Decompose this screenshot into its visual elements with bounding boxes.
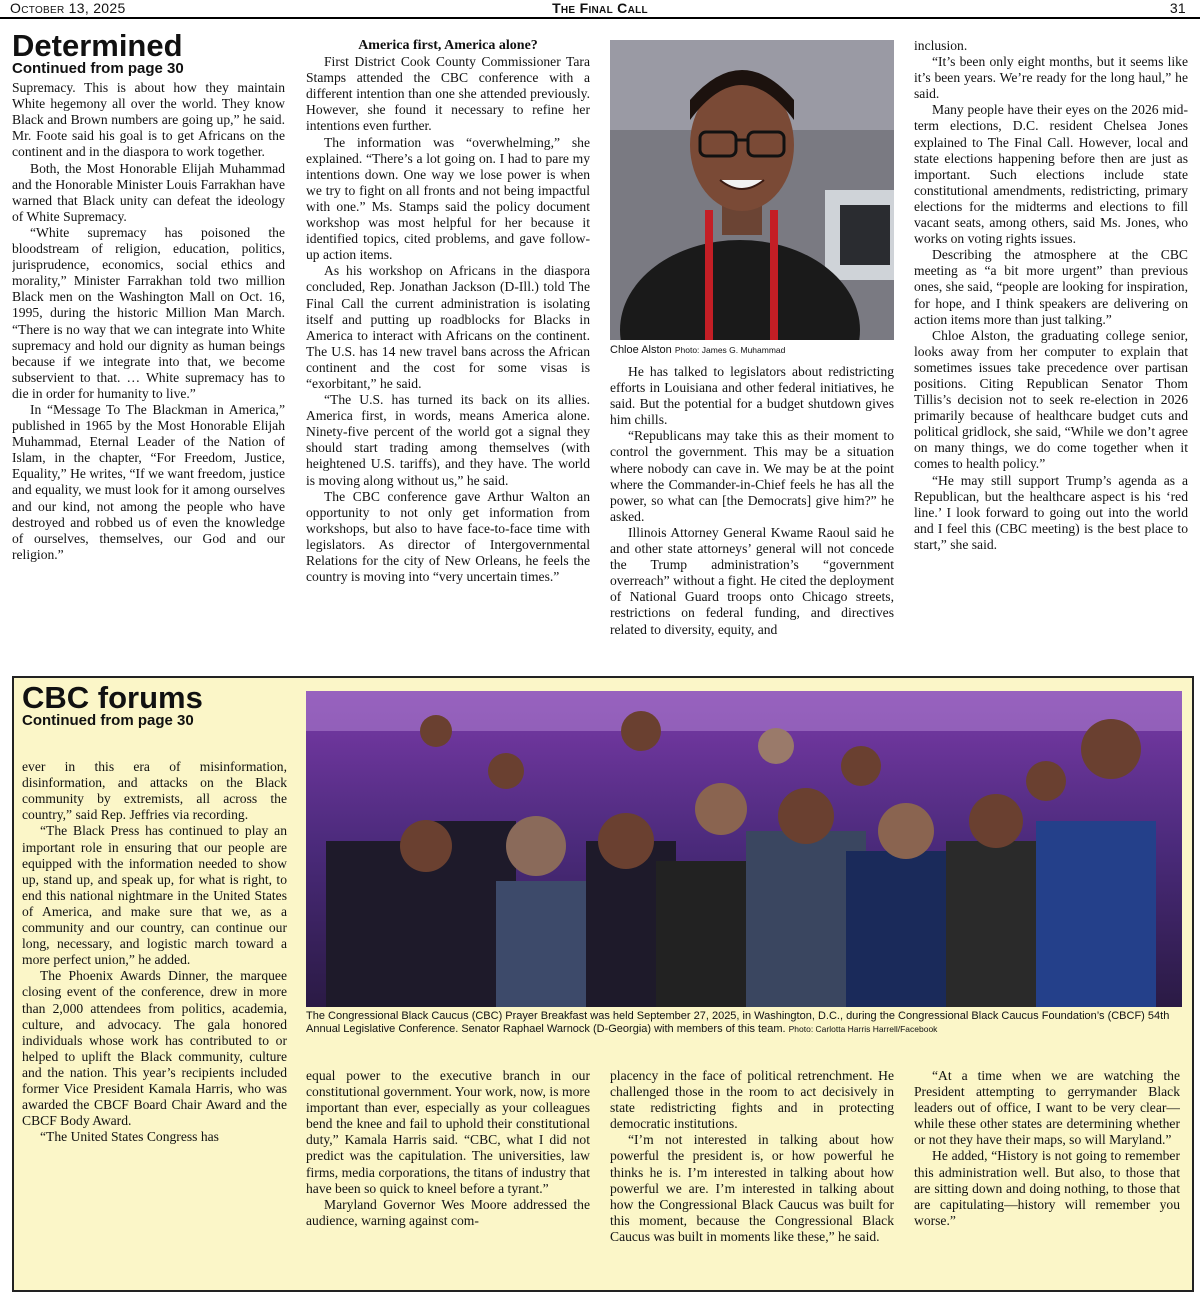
chloe-photo-caption [610, 344, 894, 357]
paragraph: “The U.S. has turned its back on its allies. America first, in words, means America alone. Ninety-five percent of the world got a signal they should start trading among themselves (with heightened U.S. tariffs), and they have. The world is moving along without us,” he said. [306, 392, 590, 488]
paragraph: As his workshop on Africans in the diaspora concluded, Rep. Jonathan Jackson (D-Ill.) told The Final Call the current administration is isolating itself and putting up roadblocks for Blacks in America to interact with Africans on the continent. The U.S. has 14 new travel bans across the African continent and the cost for some visas is “exorbitant,” he said. [306, 263, 590, 391]
cbc-continued: Continued from page 30 [22, 712, 194, 729]
cbc-column-2 [306, 1068, 590, 1286]
determined-column-2 [306, 38, 590, 674]
determined-column-3 [610, 364, 894, 674]
group-photo-caption [306, 1010, 1182, 1036]
issue-date: October 13, 2025 [10, 0, 126, 16]
cbc-headline: CBC forums [22, 682, 203, 715]
paragraph: In “Message To The Blackman in America,” published in 1965 by the Most Honorable Elijah Muhammad, Eternal Leader of the Nation of Islam, in the chapter, “For Freedom, Justice, Equality,” He writes, “If we want freedom, justice and equality, we must look for it among ourselves and our kind, not among the people who have destroyed and robbed us of even the knowledge of ourselves, themselves, our God and our religion.” [12, 401, 285, 562]
paragraph: “The United States Congress has [40, 1129, 219, 1145]
portrait-image [610, 40, 894, 340]
paragraph: ever in this era of misinformation, disinformation, and attacks on the Black community by extremists, all across the country,” said Rep. Jeffries via recording. [22, 759, 287, 823]
photo-credit: Photo: Carlotta Harris Harrell/Facebook [788, 1024, 938, 1034]
paragraph: Both, the Most Honorable Elijah Muhammad and the Honorable Minister Louis Farrakhan have warned that Black unity can defeat the ideology of White Supremacy. [12, 160, 285, 224]
page-header [0, 0, 1200, 19]
paragraph: placency in the face of political retrenchment. He challenged those in the room to act decisively in state redistricting fights and in protecting democratic institutions. [610, 1068, 894, 1132]
paragraph: inclusion. [914, 38, 968, 53]
paragraph: Illinois Attorney General Kwame Raoul said he and other state attorneys’ general will not concede the Trump administration’s “government overreach” without a fight. He cited the deployment of National Guard troops onto Chicago streets, restrictions on federal funding, and directives related to diversity, equity, and [610, 524, 894, 637]
paragraph: Chloe Alston, the graduating college senior, looks away from her computer to explain that sometimes issues take precedence over partisan positions. Citing Republican Senator Thom Tillis’s decision not to seek re-election in 2026 primarily because of healthcare budget cuts and political gridlock, she said, “While we don’t agree on many things, we do come together when it comes to health policy.” [914, 327, 1188, 472]
determined-headline: Determined [12, 30, 183, 63]
cbc-column-1 [22, 682, 287, 1282]
chloe-alston-photo [610, 40, 894, 340]
paragraph: Describing the atmosphere at the CBC meeting as “a bit more urgent” than previous ones, she said, “people are looking for inspiration, for hope, and I think speakers are delivering on action items more than just talking.” [914, 247, 1188, 327]
determined-column-4 [914, 38, 1188, 674]
paragraph: “It’s been only eight months, but it seems like it’s been years. We’re ready for the long haul,” he said. [914, 54, 1188, 102]
determined-column-1 [12, 30, 285, 674]
paragraph: He has talked to legislators about redistricting efforts in Louisiana and other federal initiatives, he said. But the potential for a budget shutdown gives him chills. [610, 364, 894, 428]
caption-text: The Congressional Black Caucus (CBC) Prayer Breakfast was held September 27, 2025, in Washington, D.C., during the Congressional Black Caucus Foundation’s (CBCF) 54th Annual Legislative Conference. Senator Raphael Warnock (D-Georgia) with members of this team. [306, 1010, 1170, 1035]
paragraph: “I’m not interested in talking about how powerful the president is, or how powerful he thinks he is. I’m interested in talking about how powerful we are. I’m interested in talking about how the Congressional Black Caucus was built for this moment, because the Congressional Black Caucus was built in moments like these,” he said. [610, 1132, 894, 1244]
caption-text: Chloe Alston [610, 344, 672, 356]
paragraph: He added, “History is not going to remember this administration well. But also, to those that are sitting down and doing nothing, to those that are capitulating—history will remember you worse.” [914, 1148, 1180, 1228]
paragraph: “White supremacy has poisoned the bloodstream of religion, education, politics, jurisprudence, economics, social ethics and morality,” Minister Farrakhan told two million Black men on the Washington Mall on Oct. 16, 1995, during the historic Million Man March. “There is no way that we can integrate into White supremacy and hold our dignity as human beings because if we integrate into that, we become subservient to that. … White supremacy has to die in order for humanity to live.” [12, 224, 285, 401]
paragraph: First District Cook County Commissioner Tara Stamps attended the CBC conference with a different intention than one she attended previously. However, she found it necessary to refine her intentions even further. [306, 54, 590, 134]
photo-credit: Photo: James G. Muhammad [674, 345, 786, 355]
paragraph: equal power to the executive branch in our constitutional government. Your work, now, is more important than ever, especially as your colleagues bend the knee and fail to uphold their constitutional duty,” Kamala Harris said. “CBC, what I did not predict was the capitulation. The universities, law firms, media corporations, the titans of industry that have been so quick to kneel before a tyrant.” [306, 1068, 590, 1196]
cbc-group-photo [306, 691, 1182, 1007]
group-photo-image [306, 691, 1182, 1007]
cbc-column-3 [610, 1068, 894, 1286]
paragraph: “The Black Press has continued to play an important role in ensuring that our people are equipped with the information needed to show up, stand up, and speak up, for what is right, to end this national nightmare in the United States of America, and make sure that we, as a community and our country, can continue our long, necessary, and logistic march toward a more perfect union,” he added. [22, 823, 287, 968]
paragraph: Maryland Governor Wes Moore addressed the audience, warning against com- [306, 1196, 590, 1228]
cbc-column-4 [914, 1068, 1180, 1286]
paragraph: The Phoenix Awards Dinner, the marquee closing event of the conference, drew in more than 2,000 attendees from politics, academia, culture, and advocacy. The gala honored individuals whose work has contributed to or helped to uplift the Black community, culture and the nation. This year’s recipients included former Vice President Kamala Harris, who was awarded the CBCF Board Chair Award and the CBCF Body Award. [22, 968, 287, 1129]
page-number: 31 [1169, 0, 1186, 16]
subheading: America first, America alone? [358, 38, 538, 53]
paragraph: “At a time when we are watching the President attempting to gerrymander Black leaders out of office, I want to be very clear—while these other states are determining whether or not they have their maps, so will Maryland.” [914, 1068, 1180, 1148]
paragraph: “He may still support Trump’s agenda as a Republican, but the healthcare aspect is his ‘red line.’ I look forward to going out into the world and I feel this (CBC meeting) is the best place to start,” she said. [914, 472, 1188, 552]
paragraph: The information was “overwhelming,” she explained. “There’s a lot going on. I had to pare my intentions down. One way we lose power is when we try to fight on all fronts and not being impactful with one.” Ms. Stamps said the policy document workshop was most helpful for her because it identified topics, cited problems, and gave follow-up action items. [306, 134, 590, 263]
paragraph: The CBC conference gave Arthur Walton an opportunity to not only get information from workshops, but also to have face-to-face time with legislators. As director of Intergovernmental Relations for the city of New Orleans, he feels the country is moving into “very uncertain times.” [306, 488, 590, 585]
paragraph: Many people have their eyes on the 2026 mid-term elections, D.C. resident Chelsea Jones explained to The Final Call. However, local and state elections happening before then are just as important. Such elections include state constitutional amendments, redistricting, primary elections for the midterms and elections to fill vacant seats, among others, said Ms. Jones, who works on voting rights issues. [914, 102, 1188, 247]
paragraph: Supremacy. This is about how they maintain White hegemony all over the world. They know Black and Brown numbers are going up,” he said. Mr. Foote said his goal is to get Africans on the continent and in the diaspora to work together. [12, 80, 285, 160]
paper-name: The Final Call [552, 0, 648, 16]
paragraph: “Republicans may take this as their moment to control the government. This may be a situation where nobody can cave in. We may be at the point where the Commander-in-Chief feels he has all the power, so what can [the Democrats] give him?” he asked. [610, 428, 894, 524]
determined-continued: Continued from page 30 [12, 60, 184, 77]
